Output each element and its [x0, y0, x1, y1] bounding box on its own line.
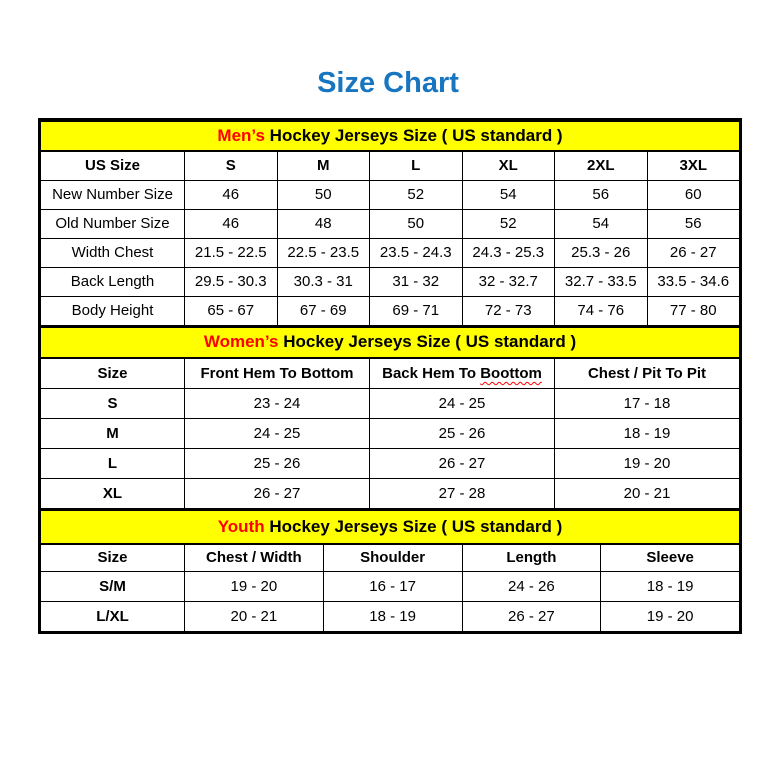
value-cell: 18 - 19 — [555, 418, 740, 448]
youth-column-header: Sleeve — [601, 544, 740, 572]
youth-section-heading — [41, 510, 740, 544]
table-row — [41, 238, 740, 267]
value-cell: 60 — [647, 180, 740, 209]
value-cell: 25 - 26 — [370, 418, 555, 448]
value-cell: 69 - 71 — [370, 296, 463, 325]
mens-column-header: M — [277, 151, 370, 181]
value-cell: 24 - 25 — [370, 388, 555, 418]
value-cell: 67 - 69 — [277, 296, 370, 325]
youth-column-header-row — [41, 544, 740, 572]
misspelled-word: Boottom — [480, 364, 542, 382]
value-cell: 22.5 - 23.5 — [277, 238, 370, 267]
mens-row-label: Back Length — [41, 267, 185, 296]
mens-column-header: L — [370, 151, 463, 181]
table-row — [41, 267, 740, 296]
value-cell: 46 — [185, 180, 278, 209]
youth-row-label: S/M — [41, 571, 185, 601]
womens-size-table — [40, 326, 740, 509]
mens-column-header: S — [185, 151, 278, 181]
youth-column-header: Shoulder — [323, 544, 462, 572]
table-row — [41, 180, 740, 209]
value-cell: 26 - 27 — [647, 238, 740, 267]
table-row — [41, 388, 740, 418]
mens-column-header: XL — [462, 151, 555, 181]
value-cell: 24.3 - 25.3 — [462, 238, 555, 267]
womens-column-header: Front Hem To Bottom — [185, 358, 370, 389]
value-cell: 26 - 27 — [185, 478, 370, 508]
table-row — [41, 209, 740, 238]
youth-column-header: Size — [41, 544, 185, 572]
table-row — [41, 478, 740, 508]
womens-row-label: XL — [41, 478, 185, 508]
womens-row-label: M — [41, 418, 185, 448]
value-cell: 56 — [647, 209, 740, 238]
mens-column-header-row — [41, 151, 740, 181]
value-cell: 23 - 24 — [185, 388, 370, 418]
value-cell: 19 - 20 — [601, 601, 740, 631]
value-cell: 26 - 27 — [462, 601, 601, 631]
value-cell: 18 - 19 — [323, 601, 462, 631]
value-cell: 19 - 20 — [185, 571, 324, 601]
value-cell: 33.5 - 34.6 — [647, 267, 740, 296]
table-row — [41, 448, 740, 478]
value-cell: 48 — [277, 209, 370, 238]
value-cell: 56 — [555, 180, 648, 209]
value-cell: 24 - 26 — [462, 571, 601, 601]
mens-column-header: 3XL — [647, 151, 740, 181]
value-cell: 30.3 - 31 — [277, 267, 370, 296]
size-chart — [38, 118, 742, 634]
value-cell: 46 — [185, 209, 278, 238]
value-cell: 16 - 17 — [323, 571, 462, 601]
value-cell: 31 - 32 — [370, 267, 463, 296]
value-cell: 25 - 26 — [185, 448, 370, 478]
value-cell: 26 - 27 — [370, 448, 555, 478]
womens-column-header: Chest / Pit To Pit — [555, 358, 740, 389]
mens-row-label: Body Height — [41, 296, 185, 325]
value-cell: 72 - 73 — [462, 296, 555, 325]
table-row — [41, 418, 740, 448]
table-row — [41, 296, 740, 325]
youth-column-header: Length — [462, 544, 601, 572]
table-row — [41, 601, 740, 631]
value-cell: 54 — [462, 180, 555, 209]
mens-column-header: US Size — [41, 151, 185, 181]
youth-size-table — [40, 509, 740, 632]
value-cell: 20 - 21 — [185, 601, 324, 631]
value-cell: 20 - 21 — [555, 478, 740, 508]
mens-size-table — [40, 120, 740, 326]
value-cell: 52 — [462, 209, 555, 238]
value-cell: 29.5 - 30.3 — [185, 267, 278, 296]
womens-section-heading — [41, 327, 740, 358]
mens-heading-accent: Men’s — [217, 125, 265, 145]
value-cell: 19 - 20 — [555, 448, 740, 478]
value-cell: 27 - 28 — [370, 478, 555, 508]
mens-row-label: New Number Size — [41, 180, 185, 209]
value-cell: 74 - 76 — [555, 296, 648, 325]
value-cell: 32 - 32.7 — [462, 267, 555, 296]
value-cell: 25.3 - 26 — [555, 238, 648, 267]
womens-column-header: Size — [41, 358, 185, 389]
womens-heading-accent: Women’s — [203, 332, 279, 352]
value-cell: 52 — [370, 180, 463, 209]
womens-column-header-row — [41, 358, 740, 389]
value-cell: 24 - 25 — [185, 418, 370, 448]
value-cell: 50 — [277, 180, 370, 209]
value-cell: 77 - 80 — [647, 296, 740, 325]
youth-column-header: Chest / Width — [185, 544, 324, 572]
womens-column-header: Back Hem To Boottom — [370, 358, 555, 389]
value-cell: 23.5 - 24.3 — [370, 238, 463, 267]
mens-row-label: Old Number Size — [41, 209, 185, 238]
womens-section-heading-cell: Women’s Hockey Jerseys Size ( US standard ) — [41, 327, 740, 358]
value-cell: 18 - 19 — [601, 571, 740, 601]
table-row — [41, 571, 740, 601]
womens-row-label: S — [41, 388, 185, 418]
value-cell: 54 — [555, 209, 648, 238]
youth-row-label: L/XL — [41, 601, 185, 631]
value-cell: 17 - 18 — [555, 388, 740, 418]
page-title: Size Chart — [317, 67, 459, 99]
womens-row-label: L — [41, 448, 185, 478]
mens-section-heading — [41, 121, 740, 151]
value-cell: 65 - 67 — [185, 296, 278, 325]
value-cell: 21.5 - 22.5 — [185, 238, 278, 267]
mens-column-header: 2XL — [555, 151, 648, 181]
value-cell: 32.7 - 33.5 — [555, 267, 648, 296]
youth-heading-accent: Youth — [217, 516, 265, 536]
mens-section-heading-cell: Men’s Hockey Jerseys Size ( US standard ) — [41, 121, 740, 151]
value-cell: 50 — [370, 209, 463, 238]
mens-row-label: Width Chest — [41, 238, 185, 267]
youth-section-heading-cell: Youth Hockey Jerseys Size ( US standard ) — [41, 510, 740, 544]
